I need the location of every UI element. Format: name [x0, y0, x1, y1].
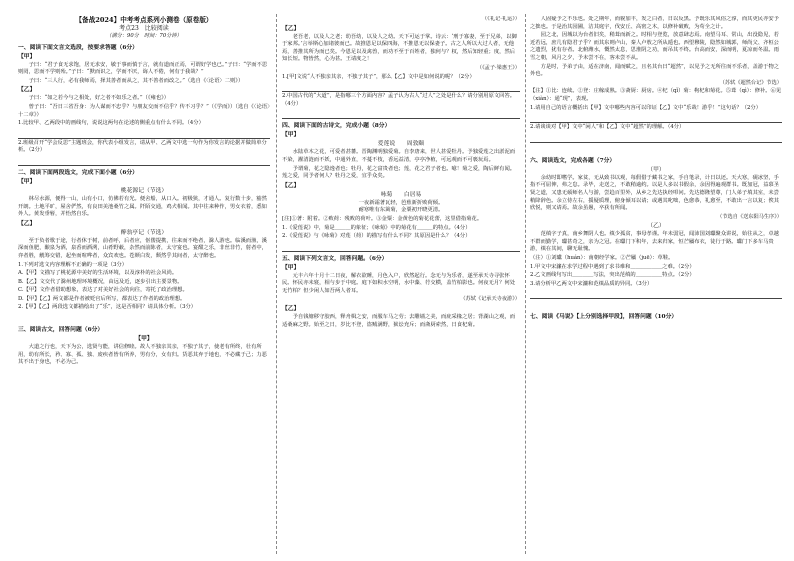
passage-tag: 【乙】	[18, 220, 36, 227]
score-line: （满分：90分 时间：70分钟）	[106, 33, 182, 39]
answer-line	[282, 242, 520, 252]
answer-line	[282, 109, 520, 119]
section-heading: 三、阅读古文，回答问题（6分）	[18, 327, 104, 334]
passage-title: 桃花源记（节选）	[120, 187, 168, 194]
section-heading: 四、阅读下面的古诗文，完成小题（8分）	[282, 123, 391, 130]
question: 2.【甲】【乙】两段选文都描绘出了“乐”，这是否相同？请具体分析。（3分）	[18, 304, 197, 311]
passage-tag: 【甲】	[282, 264, 300, 271]
passage-text: 老吾老，以及人之老；幼吾幼，以及人之幼。天下可运于掌。诗云：‘刑于寡妻，至于兄弟，以御于家邦。’言举斯心加诸彼而已。故推恩足以保四海，不推恩无以保妻子。古之人所以大过人者，无他焉，善推其所为而已矣。今恩足以及禽兽，而功不至于百姓者，独何与？权，然后知轻重；度，然后知长短。物皆然，心为甚。王请度之！	[282, 33, 517, 63]
passage-text: 方是时，予弟子由，适在济南，闻而赋之，且名其台曰“超然”，以见予之无所往而不乐者，盖游于物之外也。	[530, 63, 780, 78]
question: 2.《爱莲说》与《咏菊》对莲（荷）的描写有什么不同？其原因是什么？（4分）	[282, 233, 471, 240]
question: 1.[甲]文说“人不独亲其亲，不独子其子”，那么【乙】文中是如何说的呢？（2分）	[282, 73, 475, 80]
option-c: C.【甲】文作者借助想象，表达了对美好社会的向往，寄托了政治理想。	[18, 287, 188, 294]
passage-text: 予自钱塘移守胶西，释舟楫之安，而服车马之劳；去雕墙之美，而庇采椽之居；背湖山之观，而适桑麻之野。始至之日，岁比不登，盗贼满野，狱讼充斥；而斋厨索然，日食杞菊。	[282, 314, 516, 328]
section-heading: 七、阅读《马说》【上分别选择甲段】，回答问题（10分）	[530, 314, 678, 321]
passage-title: 醉翁亭记（节选）	[120, 229, 168, 236]
question: 1.下列对选文内容理解不正确的一项是（3分）	[18, 261, 128, 268]
column-divider	[276, 14, 277, 554]
passage-text: 子曰：“如之若今与之相处，好之者不如乐之者。”（《雍也》）	[28, 95, 170, 102]
column-divider	[525, 14, 526, 554]
section-heading: 六、阅读选文，完成各题（7分）	[530, 157, 616, 164]
passage-tag: 【甲】	[18, 178, 36, 185]
annotation: 【注】①比：连续。②登：庄稼成熟。③斋厨：厨房。④杞（qǐ）菊：枸杞和菊花。⑤葺（qì）：修补。⑥见（xiàn）：通“现”，表现。	[530, 88, 782, 102]
page-subtitle: 考点23 比较阅读	[119, 25, 169, 32]
question: 2.请谈谈对【甲】文中“闲人”和【乙】文中“超然”的理解。（4分）	[530, 124, 685, 131]
passage-text: 水陆草木之花，可爱者甚蕃。晋陶渊明独爱菊。自李唐来，世人甚爱牡丹。予独爱莲之出淤泥而不染，濯清涟而不妖，中通外直，不蔓不枝，香远益清，亭亭净植，可远观而不可亵玩焉。	[282, 149, 516, 163]
question: 2.乙文画线句写出＿＿＿＿写法，突出范缜的＿＿＿＿＿特点。（2分）	[530, 272, 695, 279]
passage-text: 曾子曰：“吾日三省吾身：为人谋而不忠乎？与朋友交而不信乎？传不习乎？”（《学而》）（选自《〈论语〉十二章》）	[18, 103, 270, 118]
passage-tag: 【乙】	[282, 306, 300, 313]
passage-text: 子曰：“三人行，必有我师焉，择其善者而从之，其不善者而改之。”（选自《〈论语〉二则》）	[28, 77, 244, 84]
passage-tag: 【甲】	[282, 132, 300, 139]
passage-text: 元丰六年十月十二日夜，解衣欲睡，月色入户，欣然起行。念无与为乐者，遂至承天寺寻张怀民。怀民亦未寝，相与步于中庭。庭下如积水空明，水中藻、荇交横，盖竹柏影也。何夜无月？何处无竹柏？但少闲人如吾两人者耳。	[282, 272, 516, 294]
passage-text: 子曰：“君子食无求饱，居无求安，敏于事而慎于言，就有道而正焉，可谓好学也已。”子曰：“学而不思则罔，思而不学则殆。”子曰：“默而识之，学而不厌，诲人不倦，何有于我哉？”	[18, 61, 268, 76]
passage-text: 大道之行也，天下为公，选贤与能，讲信修睦。故人不独亲其亲，不独子其子，使老有所终，壮有所用，幼有所长，矜、寡、孤、独、废疾者皆有所养，男有分，女有归。货恶其弃于地也，不必藏于己；力恶其不出于身也，不必为己。	[18, 344, 267, 366]
question: 1.请用自己的语言概括出【甲】文中哪些内容可以印证【乙】文中“乐哉！游乎！”这句话？（2分）	[530, 104, 762, 111]
column-right	[530, 16, 782, 554]
passage-text: 人固疑予之不乐也。处之期年，而貌加丰，发之白者，日以反黑。予既乐其风俗之淳，而其吏民亦安予之拙也。于是治其园圃，洁其庭宇，伐安丘、高密之木，以修补破败，为苟全之计。	[530, 16, 779, 30]
passage-text: 至于负者歌于途，行者休于树，前者呼，后者应，伛偻提携，往来而不绝者，滁人游也。临溪而渔，溪深而鱼肥，酿泉为酒，泉香而酒洌，山肴野蔌，杂然而前陈者，太守宴也。宴酣之乐，非丝非竹，射者中，弈者胜，觥筹交错，起坐而喧哗者，众宾欢也。苍颜白发，颓然乎其间者，太守醉也。	[18, 237, 267, 259]
answer-line	[530, 289, 782, 299]
question: 2.中国古代的“大道”，是指哪三个方面内容？孟子认为古人“过人”之处是什么？请分别用原文回答。（4分）	[282, 93, 516, 107]
passage-tag: 【乙】	[18, 87, 36, 94]
passage-text: 林尽水源，便得一山，山有小口，仿佛若有光。便舍船，从口入。初极狭，才通人。复行数十步，豁然开朗。土地平旷，屋舍俨然，有良田美池桑竹之属。阡陌交通，鸡犬相闻。其中往来种作，男女衣着，悉如外人。黄发垂髫，并怡然自乐。	[18, 195, 267, 218]
passage-tag: 【乙】	[282, 25, 300, 32]
source-line: （苏轼《超然台记》节选）	[719, 79, 782, 86]
option-b: B.【乙】文交代了滁州地理环境概况，由远及近，逐步引出主要景物。	[18, 278, 183, 285]
section-heading: 一、阅读下面文言文选段，按要求答题（6分）	[18, 44, 138, 51]
answer-line	[282, 82, 520, 92]
question: 3.请分析甲乙两文中宋濂和范缜品质的异同。（3分）	[530, 280, 653, 287]
passage-text: 范缜字子真，南乡舞阴人也。缜少孤贫，事母孝谨。年未弱冠，闻沛国刘瓛聚众讲说，始往从之，卓越不群而勤学，瓛甚奇之，亲为之冠。在瓛门下积年，去来归家，恒芒屩布衣，徒行于路。瓛门下多车马贵游，缜在其间，聊无耻愧。	[530, 231, 779, 253]
answer-line	[530, 133, 782, 143]
page-title: 【备战2024】中考考点系列小测卷（原卷版）	[75, 16, 213, 24]
option-d: D.【甲】【乙】两文都是作者被贬官后所写，都表达了作者的政治理想。	[18, 295, 186, 302]
question: 1.《爱莲说》中，菊是＿＿＿的象征；《咏菊》中的菊花有＿＿＿的特点。（4分）	[282, 224, 471, 231]
option-a: A.【甲】文描写了桃花源中美好的生活环境，以及淳朴的社会风尚。	[18, 270, 178, 277]
source-line: （节选自《送东阳马生序》）	[717, 213, 782, 220]
passage-tag: 【乙】	[282, 182, 300, 189]
question: 1.甲文中宋濂在求学过程中遇到了求书难和＿＿＿＿＿＿之难。（2分）	[530, 263, 695, 270]
passage-title: 咏菊 白居易	[380, 191, 422, 198]
section-heading: 二、阅读下面两段选文，完成下面小题（6分）	[18, 169, 138, 176]
answer-line	[18, 129, 270, 139]
source-line: （《礼记·礼运》）	[482, 16, 520, 22]
question: 2.班级召开“学会反思”主题班会，你代表小组发言，请从甲、乙两文中选一句作为你发言的论据并做简单分析。（2分）	[18, 139, 267, 154]
source-line: （苏轼《记承天寺夜游》）	[460, 296, 520, 303]
passage-text: 予谓菊，花之隐逸者也；牡丹，花之富贵者也；莲，花之君子者也。噫！菊之爱，陶后鲜有闻。莲之爱，同予者何人？牡丹之爱，宜乎众矣。	[282, 165, 516, 180]
answer-line	[530, 113, 782, 123]
passage-tag: 【甲】	[18, 53, 36, 60]
column-middle	[282, 16, 520, 554]
passage-tag: （乙）	[647, 223, 665, 230]
passage-tag: 【甲】	[135, 336, 153, 343]
source-line: （《孟子·梁惠王》）	[476, 64, 520, 71]
question: 1.比较甲、乙两段中的画线句，说说这两句在论述的侧重点有什么不同。（4分）	[18, 120, 204, 127]
passage-tag: （甲）	[647, 166, 665, 173]
column-left	[18, 16, 270, 554]
annotation: [注]①著：附着。②败荷：残败的荷叶。③金粟：金黄色的菊花花蕾，这里借指菊花。	[282, 215, 483, 222]
poem-line: 耐寒唯有东篱菊，金粟初开晓更清。	[358, 207, 444, 214]
annotation: （注）①刘瓛（huán）：南朝经学家。②芒屩（juē）：草鞋。	[530, 255, 674, 262]
section-heading: 五、阅读下列文言文，回答问题。（6分）	[282, 255, 388, 262]
passage-text: 园之北，因城以为台者旧矣，稍葺而新之。时相与登览，放意肆志焉。南望马耳、常山，出没隐见，若近若远，庶几有隐君子乎？而其东则卢山，秦人卢敖之所从遁也。西望穆陵，隐然如城郭，师尚父、齐桓公之遗烈，犹有存者。北俯潍水，慨然太息，思淮阴之功，而吊其不终。台高而安，深而明，夏凉而冬温。雨雪之朝，风月之夕，予未尝不在，客未尝不从。	[530, 32, 779, 61]
passage-text: 余幼时即嗜学。家贫，无从致书以观，每假借于藏书之家，手自笔录，计日以还。天大寒，砚冰坚，手指不可屈伸，弗之怠。录毕，走送之，不敢稍逾约。以是人多以书假余，余因得遍观群书。既加冠，益慕圣贤之道，又患无硕师名人与游，尝趋百里外，从乡之先达执经叩问。先达德隆望尊，门人弟子填其室，未尝稍降辞色。余立侍左右，援疑质理，俯身倾耳以请；或遇其叱咄，色愈恭，礼愈至，不敢出一言以复；俟其欣悦，则又请焉。故余虽愚，卒获有所闻。	[530, 174, 779, 212]
passage-title: 爱莲说 周敦颐	[377, 141, 425, 148]
poem-line: 一夜新霜著瓦轻，芭蕉新折败荷倾。	[358, 199, 444, 206]
answer-line	[18, 156, 270, 166]
